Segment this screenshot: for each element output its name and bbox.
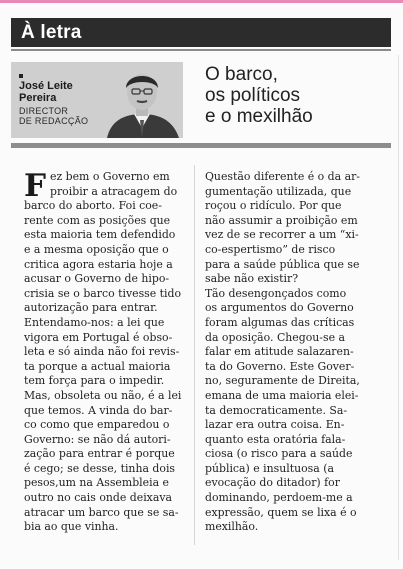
text-line: que temos. A vinda do bar- — [24, 403, 173, 417]
text-line: para a saúde pública que se — [205, 257, 360, 271]
text-line: vez de se recorrer a um “xi- — [205, 228, 359, 242]
text-line: outro no cais onde deixava — [24, 491, 172, 505]
text-line: Mas, obsoleta ou não, é a lei — [24, 388, 182, 402]
bullet-square-icon — [19, 74, 23, 78]
text-line: co-espertismo” de risco — [205, 242, 336, 256]
text-line: zação para entrar é porque — [24, 447, 175, 461]
text-line: os argumentos do Governo — [205, 301, 354, 315]
headline-divider-rule — [11, 143, 391, 148]
text-line: Tão desengonçados como — [205, 286, 347, 300]
text-line: roçou o ridículo. Por que — [205, 199, 342, 213]
text-line: ta democraticamente. Sa- — [205, 403, 348, 417]
page-edge-line — [398, 55, 399, 560]
text-line: pública) e insultuosa (a — [205, 461, 334, 475]
text-line: da oposição. Chegou-se a — [205, 330, 345, 344]
column-gutter — [194, 165, 195, 545]
text-line: co como que emparedou o — [24, 418, 170, 432]
text-line: leta e só ainda não foi revis- — [24, 345, 180, 359]
text-line: tem força para o impedir. — [24, 374, 165, 388]
text-line: quanto esta oratória fala- — [205, 432, 346, 446]
text-line: ta porque a actual maioria — [24, 359, 171, 373]
text-line: emana de uma maioria elei- — [205, 388, 359, 402]
author-byline-box — [11, 62, 183, 138]
text-line: autorização para entrar. — [24, 301, 158, 315]
text-line: Entendamo-nos: a lei que — [24, 315, 165, 329]
text-line: sabe não existir? — [205, 272, 299, 286]
text-line: é cego; se desse, tinha dois — [24, 461, 176, 475]
text-line: atracar um barco que se sa- — [24, 505, 179, 519]
drop-cap: F — [24, 168, 47, 204]
text-line: no, seguramente de Direita, — [205, 374, 360, 388]
article-column-1 — [24, 170, 184, 535]
text-line: evocação do ditador) for — [205, 476, 340, 490]
text-line: proibir a atracagem do — [50, 184, 178, 198]
article-column-2 — [205, 170, 385, 535]
text-line: ciosa (o risco para a saúde — [205, 447, 353, 461]
section-title: À letra — [21, 21, 82, 43]
text-line: dominando, perdoem-me a — [205, 491, 353, 505]
text-line: ez bem o Governo em — [50, 170, 170, 183]
text-line: pesos,um na Assembleia e — [24, 476, 169, 490]
text-line: ta do Governo. Este Gover- — [205, 359, 355, 373]
text-line: vigora em Portugal é obso- — [24, 330, 173, 344]
text-line: barco do aborto. Foi coe- — [24, 199, 162, 213]
section-header-bar — [11, 18, 391, 47]
text-line: falar em atitude salazaren- — [205, 345, 354, 359]
text-line: crisia se o barco tivesse tido — [24, 286, 182, 300]
section-underline — [11, 49, 391, 51]
text-line: expressão, quem se lixa é o — [205, 505, 357, 519]
author-role: DIRECTOR DE REDACÇÃO — [19, 106, 89, 126]
text-line: Governo: se não dá autori- — [24, 432, 171, 446]
text-line: Questão diferente é o da ar- — [205, 170, 360, 183]
text-line: gumentação utilizada, que — [205, 184, 352, 198]
text-line: rente com as posições que — [24, 213, 171, 227]
top-accent-rule — [0, 0, 403, 3]
author-portrait-photo — [101, 62, 183, 138]
text-line: mexilhão. — [205, 520, 259, 534]
text-line: e a mesma oposição que o — [24, 242, 169, 256]
text-line: foram algumas das críticas — [205, 315, 355, 329]
author-name: José Leite Pereira — [19, 80, 73, 104]
article-headline: O barco, os políticos e o mexilhão — [205, 64, 313, 127]
text-line: bia ao que vinha. — [24, 520, 119, 534]
text-line: lazar era outra coisa. En- — [205, 418, 345, 432]
text-line: acusar o Governo de hipo- — [24, 272, 170, 286]
text-line: critica agora estaria hoje a — [24, 257, 173, 271]
text-line: esta maioria tem defendido — [24, 228, 176, 242]
text-line: não assumir a proibição em — [205, 213, 358, 227]
